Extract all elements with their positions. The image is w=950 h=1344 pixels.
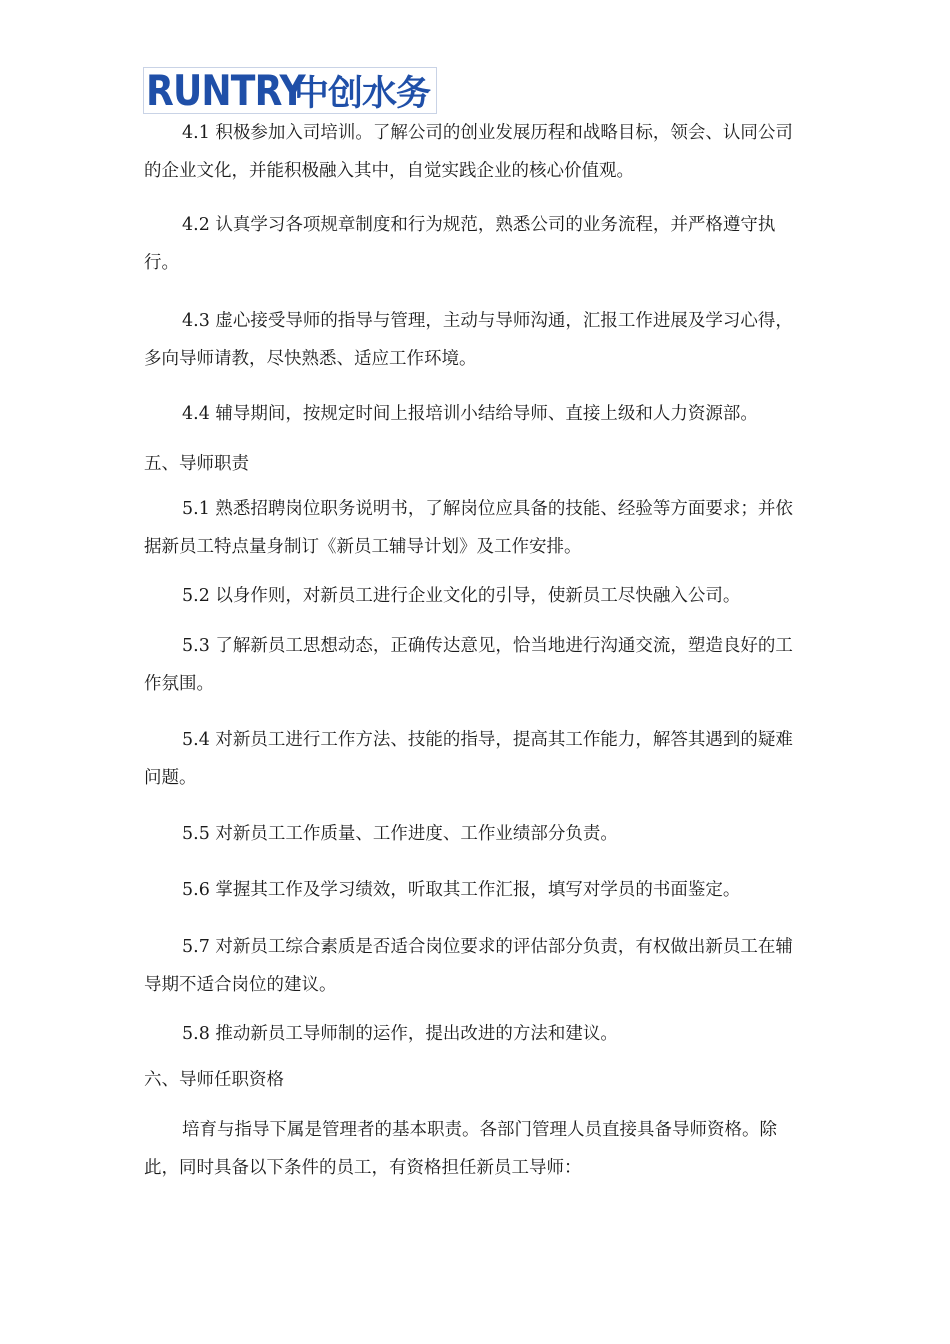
item-text: 掌握其工作及学习绩效，听取其工作汇报，填写对学员的书面鉴定。 <box>215 880 741 900</box>
item-number: 4.3 <box>182 311 210 331</box>
item-text: 熟悉招聘岗位职务说明书，了解岗位应具备的技能、经验等方面要求；并依据新员工特点量身制订《新员工辅导计划》及工作安排。 <box>144 499 793 557</box>
item-number: 4.4 <box>182 404 210 424</box>
item-5-7 <box>144 928 808 1004</box>
logo-wordmark <box>146 68 430 113</box>
item-number: 5.2 <box>182 586 210 606</box>
item-number: 5.4 <box>182 730 210 750</box>
item-text: 推动新员工导师制的运作，提出改进的方法和建议。 <box>215 1024 618 1044</box>
item-text: 以身作则，对新员工进行企业文化的引导，使新员工尽快融入公司。 <box>215 586 741 606</box>
section-6-heading: 六、导师任职资格 <box>144 1070 284 1090</box>
item-number: 5.7 <box>182 937 210 957</box>
item-5-4 <box>144 721 808 797</box>
item-4-2 <box>144 206 808 282</box>
item-5-1 <box>144 490 808 566</box>
item-number: 5.8 <box>182 1024 210 1044</box>
item-5-8 <box>144 1015 808 1053</box>
item-number: 5.5 <box>182 824 210 844</box>
item-number: 4.1 <box>182 123 210 143</box>
logo-chinese-text: 中创水务 <box>294 73 431 114</box>
item-number: 5.1 <box>182 499 210 519</box>
item-4-4 <box>144 395 808 433</box>
item-text: 辅导期间，按规定时间上报培训小结给导师、直接上级和人力资源部。 <box>215 404 758 424</box>
item-text: 对新员工工作质量、工作进度、工作业绩部分负责。 <box>215 824 618 844</box>
item-number: 4.2 <box>182 215 210 235</box>
company-logo <box>143 67 437 114</box>
item-text: 对新员工综合素质是否适合岗位要求的评估部分负责，有权做出新员工在辅导期不适合岗位的建议。 <box>144 937 793 995</box>
item-5-2 <box>144 577 808 615</box>
item-number: 5.6 <box>182 880 210 900</box>
item-5-5 <box>144 815 808 853</box>
item-5-6 <box>144 871 808 909</box>
item-5-3 <box>144 627 808 703</box>
logo-latin-text: RUNTRY <box>146 66 305 115</box>
item-text: 认真学习各项规章制度和行为规范，熟悉公司的业务流程，并严格遵守执行。 <box>144 215 776 273</box>
item-text: 对新员工进行工作方法、技能的指导，提高其工作能力，解答其遇到的疑难问题。 <box>144 730 793 788</box>
item-number: 5.3 <box>182 636 210 656</box>
section-6-body: 培育与指导下属是管理者的基本职责。各部门管理人员直接具备导师资格。除此，同时具备以下条件的员工，有资格担任新员工导师： <box>144 1120 777 1178</box>
item-text: 了解新员工思想动态，正确传达意见，恰当地进行沟通交流，塑造良好的工作氛围。 <box>144 636 793 694</box>
section-5-heading: 五、导师职责 <box>144 454 249 474</box>
item-4-3 <box>144 302 808 378</box>
item-text: 虚心接受导师的指导与管理，主动与导师沟通，汇报工作进展及学习心得，多向导师请教，尽快熟悉、适应工作环境。 <box>144 311 793 369</box>
item-text: 积极参加入司培训。了解公司的创业发展历程和战略目标，领会、认同公司的企业文化，并能积极融入其中，自觉实践企业的核心价值观。 <box>144 123 793 181</box>
item-4-1 <box>144 114 808 190</box>
